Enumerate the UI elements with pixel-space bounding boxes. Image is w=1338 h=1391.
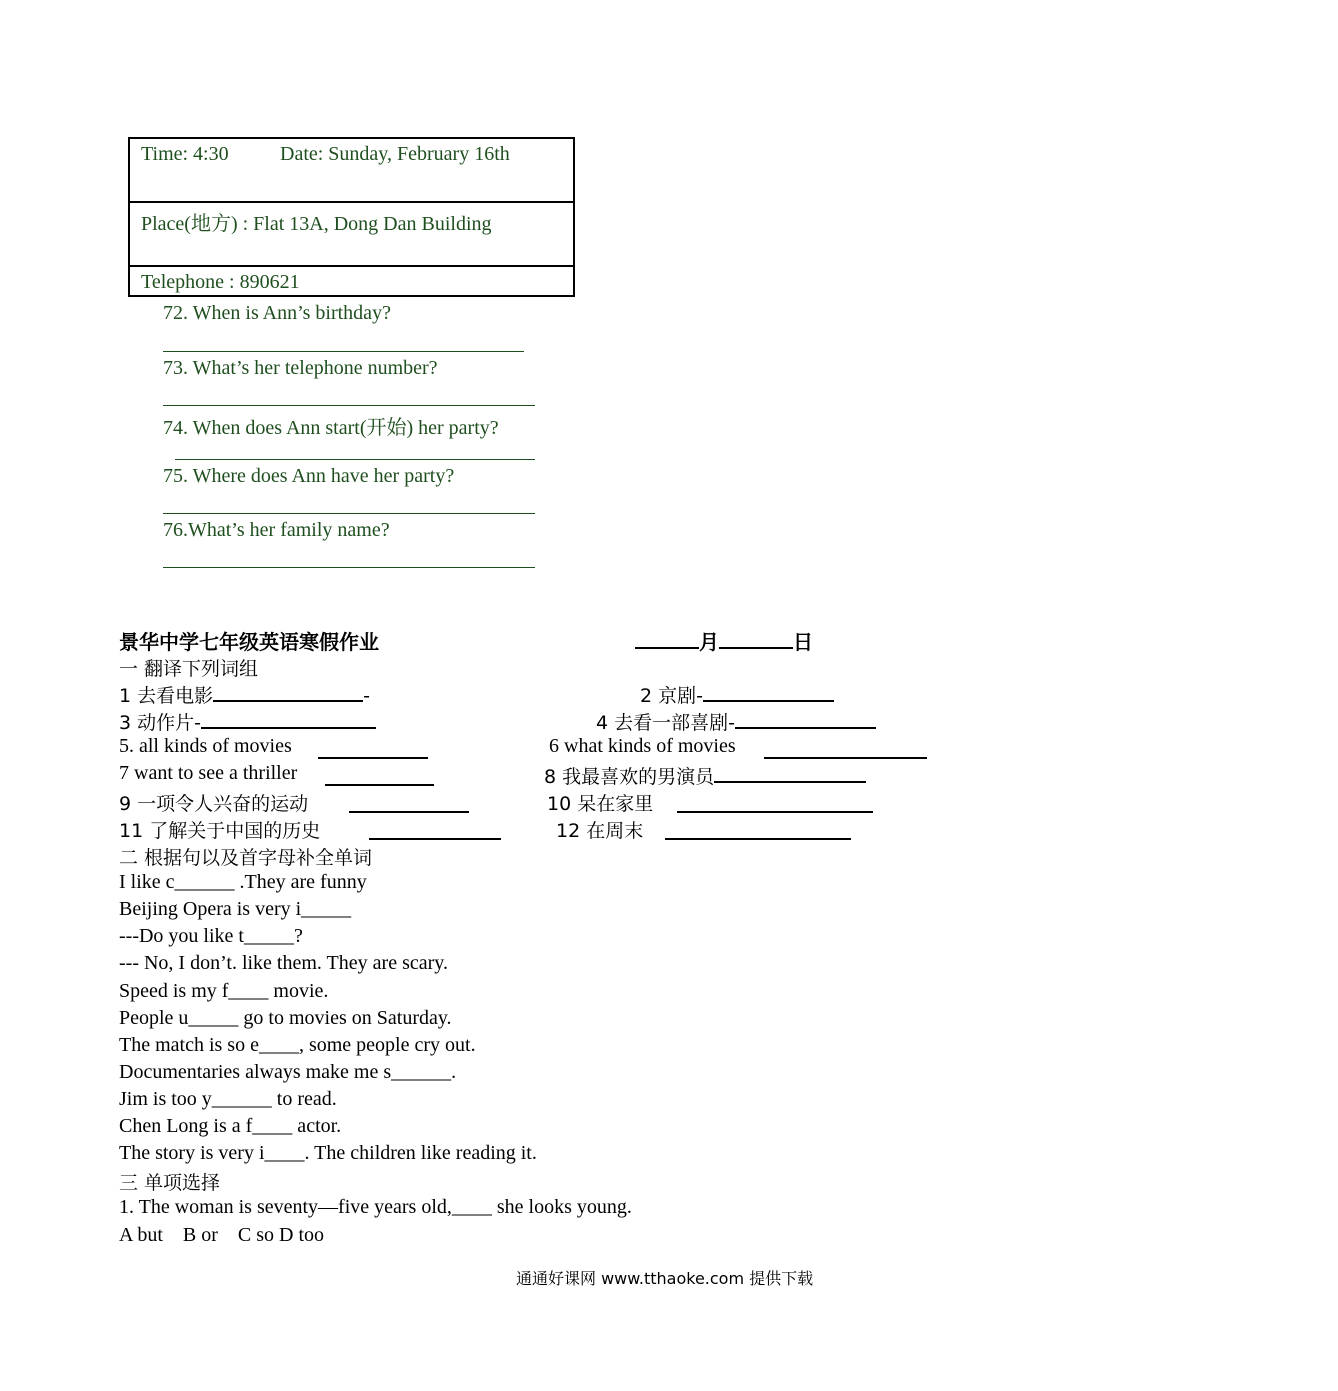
vocab-item-10-text: 10 呆在家里 [547, 793, 654, 815]
fill-line-11: The story is very i____. The children like reading it. [119, 1142, 537, 1164]
fill-line-10: Chen Long is a f____ actor. [119, 1115, 342, 1137]
info-row-time-date [130, 139, 573, 203]
vocab-item-6-text: 6 what kinds of movies [549, 735, 736, 757]
page-footer: 通通好课网 www.tthaoke.com 提供下载 [516, 1269, 814, 1288]
date-fill-area [635, 626, 813, 655]
event-info-table [128, 137, 575, 297]
section1-heading: 一 翻译下列词组 [119, 658, 259, 680]
question-73: 73. What’s her telephone number? [163, 357, 438, 379]
choice-options-1: A but B or C so D too [119, 1224, 325, 1246]
section3-heading: 三 单项选择 [119, 1172, 221, 1194]
vocab-blank-11[interactable] [369, 837, 501, 840]
vocab-blank-2[interactable] [703, 699, 834, 702]
vocab-item-6 [549, 735, 736, 758]
fill-line-3: ---Do you like t_____? [119, 925, 303, 947]
fill-line-1: I like c______ .They are funny [119, 871, 367, 893]
vocab-blank-10[interactable] [677, 810, 873, 813]
place-text: Place(地方) : Flat 13A, Dong Dan Building [141, 213, 492, 235]
fill-line-2: Beijing Opera is very i_____ [119, 898, 352, 920]
fill-line-8: Documentaries always make me s______. [119, 1061, 457, 1083]
vocab-blank-7[interactable] [325, 783, 434, 786]
answer-line-73[interactable] [163, 405, 535, 406]
vocab-item-1-suffix: - [363, 685, 370, 707]
vocab-blank-12[interactable] [665, 837, 851, 840]
vocab-item-8 [544, 762, 866, 789]
vocab-blank-1[interactable] [213, 699, 363, 702]
phone-text: Telephone : 890621 [141, 271, 300, 293]
vocab-blank-6[interactable] [764, 756, 927, 759]
vocab-blank-4[interactable] [735, 726, 876, 729]
info-row-phone [130, 267, 573, 297]
vocab-blank-5[interactable] [318, 756, 428, 759]
vocab-item-12 [556, 816, 643, 843]
vocab-item-1-text: 1 去看电影 [119, 685, 214, 707]
answer-line-75[interactable] [163, 513, 535, 514]
month-blank[interactable] [635, 646, 699, 649]
vocab-item-2-text: 2 京剧- [640, 685, 703, 707]
day-label: 日 [793, 630, 813, 654]
date-text: Date: Sunday, February 16th [280, 143, 510, 165]
vocab-blank-8[interactable] [714, 780, 866, 783]
fill-line-7: The match is so e____, some people cry out. [119, 1034, 476, 1056]
question-74: 74. When does Ann start(开始) her party? [163, 417, 499, 439]
vocab-item-9 [119, 789, 308, 816]
vocab-item-4-text: 4 去看一部喜剧- [596, 712, 735, 734]
vocab-item-5 [119, 735, 292, 758]
fill-line-9: Jim is too y______ to read. [119, 1088, 337, 1110]
answer-line-74[interactable] [175, 459, 535, 460]
choice-question-1: 1. The woman is seventy—five years old,____ she looks young. [119, 1196, 632, 1218]
answer-line-72[interactable] [163, 351, 524, 352]
vocab-item-1 [119, 681, 370, 708]
fill-line-4: --- No, I don’t. like them. They are scary. [119, 952, 448, 974]
worksheet-title: 景华中学七年级英语寒假作业 [119, 630, 379, 654]
vocab-item-12-text: 12 在周末 [556, 820, 644, 842]
vocab-item-3 [119, 708, 376, 735]
info-row-place [130, 203, 573, 267]
vocab-item-7-text: 7 want to see a thriller [119, 762, 298, 784]
time-text: Time: 4:30 [141, 143, 229, 165]
fill-line-5: Speed is my f____ movie. [119, 980, 329, 1002]
day-blank[interactable] [719, 646, 793, 649]
vocab-item-4 [596, 708, 876, 735]
vocab-blank-3[interactable] [201, 726, 376, 729]
section2-heading: 二 根据句以及首字母补全单词 [119, 847, 373, 869]
answer-line-76[interactable] [163, 567, 535, 568]
vocab-item-11-text: 11 了解关于中国的历史 [119, 820, 321, 842]
vocab-item-11 [119, 816, 320, 843]
vocab-item-8-text: 8 我最喜欢的男演员 [544, 766, 715, 788]
question-72: 72. When is Ann’s birthday? [163, 302, 391, 324]
vocab-item-2 [640, 681, 834, 708]
fill-line-6: People u_____ go to movies on Saturday. [119, 1007, 452, 1029]
vocab-item-3-text: 3 动作片- [119, 712, 201, 734]
vocab-item-9-text: 9 一项令人兴奋的运动 [119, 793, 309, 815]
vocab-blank-9[interactable] [349, 810, 469, 813]
vocab-item-10 [547, 789, 653, 816]
vocab-item-7 [119, 762, 297, 785]
vocab-item-5-text: 5. all kinds of movies [119, 735, 292, 757]
question-76: 76.What’s her family name? [163, 519, 390, 541]
question-75: 75. Where does Ann have her party? [163, 465, 455, 487]
month-label: 月 [699, 630, 719, 654]
